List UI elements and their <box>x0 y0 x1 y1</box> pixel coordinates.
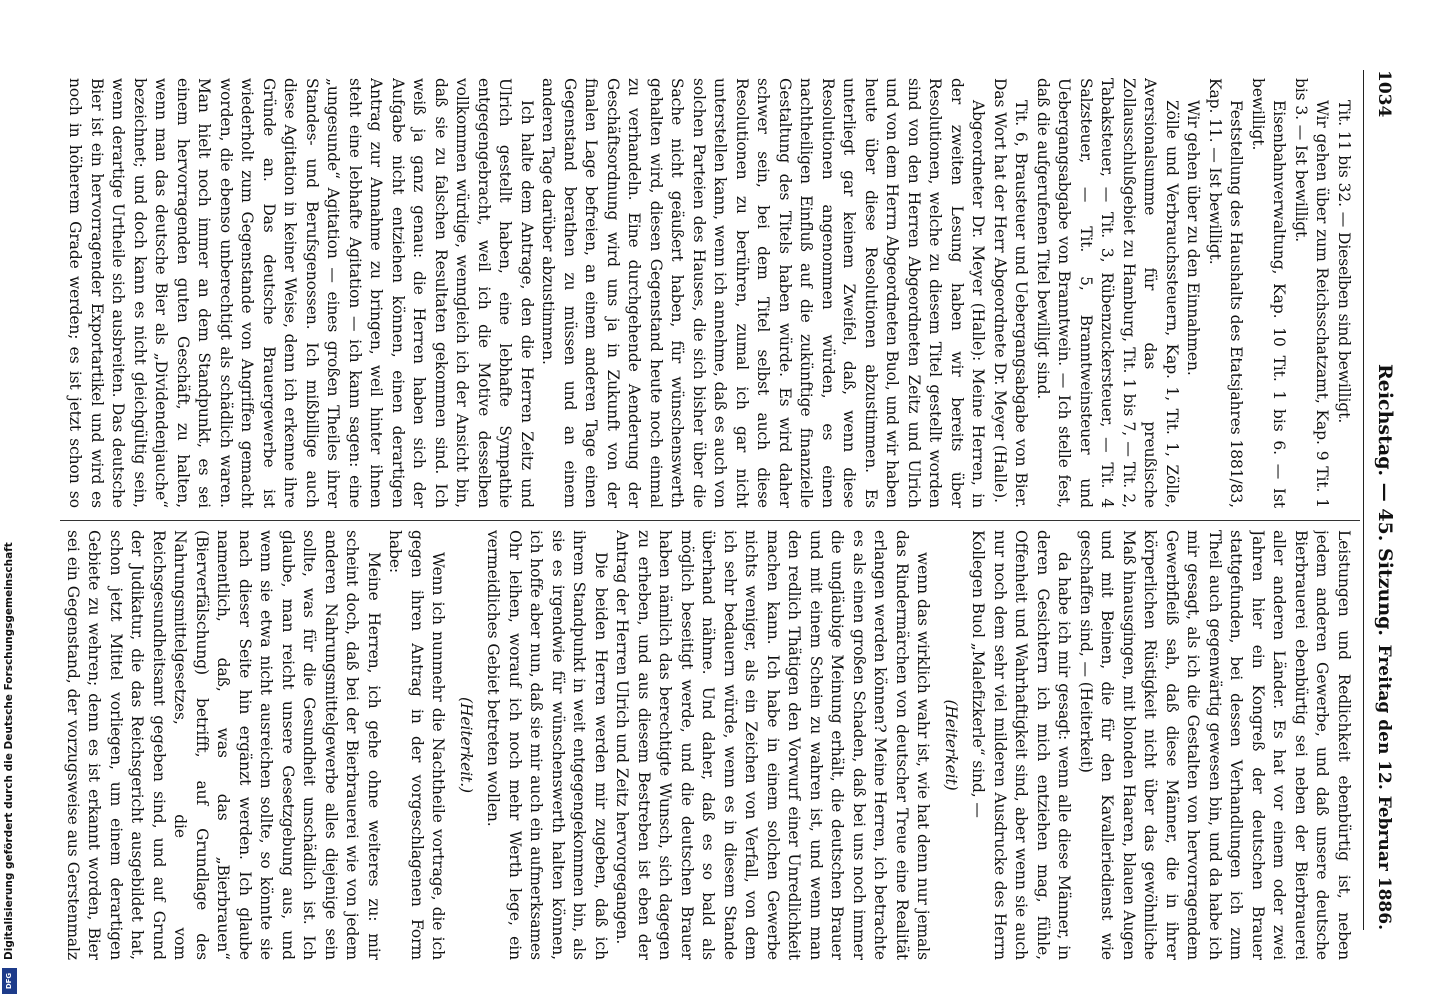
paragraph: Wir gehen über zum Reichsschatzamt, Kap. 9 Tit. 1 bis 3. — Ist bewilligt. <box>1292 78 1332 508</box>
paragraph: Wenn ich nunmehr die Nachtheile vortrage, die ich gegen ihren Antrag in der vorgeschlagenen Form habe: <box>386 530 448 960</box>
paragraph: Zölle und Verbrauchssteuern, Kap. 1, Tit. 1, Zölle, Aversionalsumme für das preußische Zollausschlußgebiet zu Hamburg, Tit. 1 bis 7, — Tit. 2, Tabaksteuer, — Tit. 3, Rübenzuckersteuer, — Tit. 4 Salzsteuer, — Tit. 5, Branntweinsteuer und Uebergangsabgabe von Branntwein. — Ich stelle fest, daß die aufgerufenen Titel bewilligt sind. <box>1034 78 1181 508</box>
header-rule <box>1363 70 1364 930</box>
side-credit-strip <box>0 0 20 1000</box>
page-header <box>1364 70 1398 930</box>
dfg-logo-text: DFG <box>5 972 14 990</box>
paragraph: wenn das wirklich wahr ist, wie hat denn nur jemals das Rindermärchen von deutscher Treue eine Realität erlangen werden können? Meine Herren, ich betrachte es als einen großen Schaden, daß bei uns noch immer die ungläubige Meinung erhält, die deutschen Brauer und mit einem Schein zu wahren ist, und wenn man den redlich Thätigen den Vorwurf einer Unredlichkeit machen kann. Ich habe in einem solchen Gewerbe nichts weniger, als ein Zeichen von Verfall, von dem ich sehr bedauern würde, wenn es in diesem Stande überhand nähme. Und daher, daß es so bald als möglich beseitigt werde, und die deutschen Brauer haben nämlich das berechtigte Wunsch, sich dagegen zu erheben, und aus diesem Bestreben ist eben der Antrag der Herren Ulrich und Zeitz hervorgegangen. <box>613 530 933 960</box>
paragraph: Eisenbahnverwaltung, Kap. 10 Tit. 1 bis 6. — Ist bewilligt. <box>1249 78 1289 508</box>
paragraph: (Heiterkeit.) <box>457 697 475 793</box>
paragraph: Meine Herren, ich gehe ohne weiteres zu: mir scheint doch, daß bei der Bierbrauerei wie von jedem anderen Nahrungsmittelgewerbe alles diejenige sein sollte, was für die Gesundheit unschädlich ist. Ich glaube, man reicht unsere Gesetzgebung aus, und wenn sie etwa nicht ausreichen sollte, so könnte sie nach dieser Seite hin ergänzt werden. Ich glaube namentlich, daß, was das „Bierbrauen“ (Bierverfälschung) betrifft, auf Grundlage des Nahrungsmittelgesetzes, die vom Reichsgesundheitsamt gegeben sind, und auf Grund der Judikatur, die das Reichsgericht ausgebildet hat, schon jetzt Mittel vorliegen, um einem derartigen Gebiete zu wehren; denn es ist erkannt worden, Bier sei ein Gegenstand, der vorzugsweise aus Gerstenmalz <box>64 530 383 960</box>
page-title: Reichstag. — 45. Sitzung. <box>1374 363 1396 637</box>
column-divider <box>60 520 1360 521</box>
paragraph: Abgeordneter Dr. Meyer (Halle): Meine Herren, in der zweiten Lesung haben wir bereits über Resolutionen, welche zu diesem Titel gestellt worden sind von den Herren Abgeordneten Zeitz und Ulrich und von dem Herrn Abgeordneten Buol, und wir haben heute über diese Resolutionen abzustimmen. Es unterliegt gar keinem Zweifel, daß, wenn diese Resolutionen angenommen würden, es einen nachtheiligen Einfluß auf die zukünftige finanzielle Gestaltung des Titels haben würde. Es wird daher schwer sein, bei dem Titel selbst auch diese Resolutionen zu berühren, zumal ich gar nicht unterstellen kann, wenn ich annehme, daß es auch von solchen Parteien des Hauses, die sich bisher über die Sache nicht geäußert haben, für wünschenswerth gehalten wird, diesen Gegenstand heute noch einmal zu verhandeln. Eine durchgehende Aenderung der Geschäftsordnung wird uns ja in Zukunft von der finalen Lage befreien, an einem anderen Tage einen Gegenstand berathen zu müssen und an einem anderen Tage darüber abzustimmen. <box>539 78 988 508</box>
session-date: Freitag den 12. Februar 1886. <box>1374 644 1394 930</box>
paragraph: Tit. 6, Brausteuer und Uebergangsabgabe von Bier. Das Wort hat der Herr Abgeordnete Dr. Meyer (Halle). <box>991 78 1031 508</box>
left-column <box>64 78 1354 508</box>
right-column <box>64 530 1354 960</box>
paragraph: Tit. 11 bis 32. — Dieselben sind bewilligt. <box>1335 100 1353 424</box>
paragraph: Leistungen und Redlichkeit ebenbürtig ist, neben jedem anderen Gewerbe, und daß unsere deutsche Bierbrauerei ebenbürtig sei neben der Bierbrauerei aller anderen Länder. Es hat vor einem oder zwei Jahren hier ein Kongreß der deutschen Brauer stattgefunden, bei dessen Verhandlungen ich zum Theil auch gegenwärtig gewesen bin, und da habe ich mir gesagt, als ich die Gestalten von hervorragendem Gewerbfleiß sah, daß diese Männer, die in ihrer körperlichen Rüstigkeit nicht über das gewöhnliche Maß hinausgingen, mit blonden Haaren, blauen Augen und mit Beinen, die für den Kavalleriedienst wie geschaffen sind, — (Heiterkeit) <box>1077 530 1353 960</box>
page-number: 1034 <box>1374 70 1394 118</box>
paragraph: Ich halte dem Antrage, den die Herren Zeitz und Ulrich gestellt haben, eine lebhafte Sympathie entgegengebracht, weil ich die Motive desselben vollkommen würdige, wenngleich ich der Ansicht bin, daß sie zu falschen Resultaten gekommen sind. Ich weiß ja ganz genau: die Herren haben sich der Aufgabe nicht entziehen können, einen derartigen Antrag zur Annahme zu bringen, weil hinter ihnen steht eine lebhafte Agitation — ich kann sagen: eine „ungesunde“ Agitation — eines großen Theiles ihrer Standes- und Berufsgenossen. Ich mißbillige auch diese Agitation in keiner Weise, denn ich erkenne ihre Gründe an. Das deutsche Brauergewerbe ist wiederholt zum Gegenstande von Angriffen gemacht worden, die ebenso unberechtigt als schädlich waren. Man hielt noch immer an dem Standpunkt, es sei einem hervorragenden guten Geschäft, zu halten, wenn man das deutsche Bier als „Dividendenjauche“ bezeichnet; und doch kann es nicht gleichgültig sein, wenn derartige Urtheile sich ausbreiten. Das deutsche Bier ist ein hervorragender Exportartikel und wird es noch in höherem Grade werden; es ist jetzt schon so <box>66 78 536 508</box>
paragraph: da habe ich mir gesagt: wenn alle diese Männer, in deren Gesichtern ich mich entziehen mag, fühle, Offenheit und Wahrhaftigkeit sind, aber wenn sie auch nur noch dem sehr viel milderen Ausdrucke des Herrn Kollegen Buol „Malefizkerle“ sind, — <box>969 530 1074 960</box>
paragraph: Feststellung des Haushalts des Etatsjahres 1881/83, Kap. 11. — Ist bewilligt. <box>1206 78 1246 508</box>
digitization-credit: Digitalisierung gefördert durch die Deutsche Forschungsgemeinschaft <box>3 542 15 960</box>
paragraph: Die beiden Herren werden mir zugeben, daß ich ihrem Standpunkt in weit entgegengekommen bin, als sie es irgendwie für wünschenswerth halten können, ich hoffe aber nun, daß sie mir auch ein aufmerksames Ohr leihen, worauf ich noch mehr Werth lege, ein vermeidliches Gebiet betreten wollen. <box>484 530 610 960</box>
paragraph: Wir gehen über zu den Einnahmen. <box>1184 100 1203 376</box>
dfg-logo-icon <box>2 968 17 994</box>
paragraph: (Heiterkeit) <box>942 699 960 791</box>
